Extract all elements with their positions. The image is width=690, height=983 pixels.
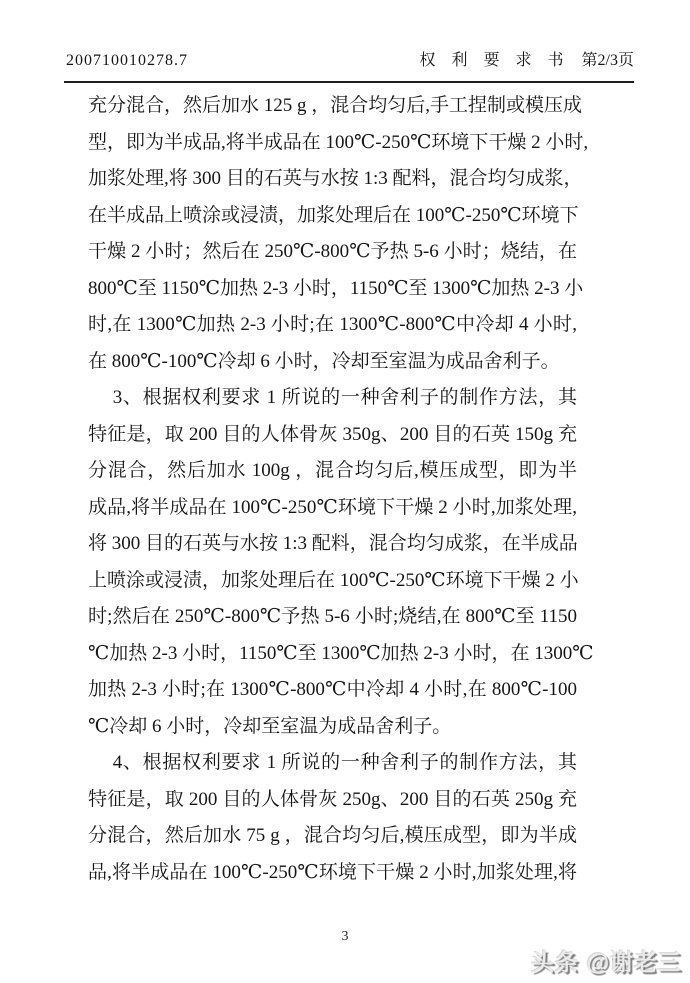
claims-text-line: 将 300 目的石英与水按 1:3 配料，混合均匀成浆，在半成品 [88,533,578,554]
page-indicator: 第2/3页 [581,52,634,69]
claims-text-line: ℃冷却 6 小时，冷却至室温为成品舍利子。 [88,715,452,737]
claims-text-line: 分混合，然后加水 75 g ，混合均匀后,模压成型，即为半成 [88,825,577,846]
claims-paragraph [88,745,577,891]
claims-paragraph [88,380,594,745]
claims-text-line: 3、根据权利要求 1 所说的一种舍利子的制作方法，其 [112,387,577,408]
claims-body [88,88,594,891]
claims-text-line: 上喷涂或浸渍，加浆处理后在 100℃-250℃环境下干燥 2 小 [88,569,579,591]
claims-text-line: 品,将半成品在 100℃-250℃环境下干燥 2 小时,加浆处理,将 [88,861,577,883]
claims-paragraph [88,88,589,380]
claims-text-line: 时,在 1300℃加热 2-3 小时;在 1300℃-800℃中冷却 4 小时, [88,314,577,335]
claims-text-line: 在 800℃-100℃冷却 6 小时，冷却至室温为成品舍利子。 [88,350,560,372]
claims-text-line: 加浆处理,将 300 目的石英与水按 1:3 配料，混合均匀成浆， [88,168,583,189]
claims-text-line: 成品,将半成品在 100℃-250℃环境下干燥 2 小时,加浆处理, [88,496,577,518]
header-right [420,52,634,70]
application-number: 200710010278.7 [66,52,188,69]
claims-text-line: 加热 2-3 小时;在 1300℃-800℃中冷却 4 小时,在 800℃-100 [88,679,577,700]
claims-text-line: 800℃至 1150℃加热 2-3 小时，1150℃至 1300℃加热 2-3 小 [88,277,584,299]
claims-text-line: 4、根据权利要求 1 所说的一种舍利子的制作方法，其 [112,752,577,773]
claims-text-line: 干燥 2 小时；然后在 250℃-800℃予热 5-6 小时；烧结，在 [88,241,577,262]
footer-page-number: 3 [341,929,349,944]
claims-text-line: 特征是，取 200 目的人体骨灰 250g、200 目的石英 250g 充 [88,788,577,810]
header-divider-rule [64,81,634,83]
claims-text-line: 充分混合，然后加水 125 g ，混合均匀后,手工捏制或模压成 [88,95,583,116]
claims-text-line: 分混合，然后加水 100g ，混合均匀后,模压成型，即为半 [88,460,577,481]
claims-text-line: 型，即为半成品,将半成品在 100℃-250℃环境下干燥 2 小时, [88,131,589,153]
toutiao-watermark: 头条 @谢老三 [531,949,682,975]
claims-text-line: ℃加热 2-3 小时，1150℃至 1300℃加热 2-3 小时，在 1300℃ [88,642,594,664]
claims-text-line: 特征是，取 200 目的人体骨灰 350g、200 目的石英 150g 充 [88,423,577,445]
page-header [66,52,634,70]
document-title: 权 利 要 求 书 [419,52,570,69]
claims-text-line: 在半成品上喷涂或浸渍，加浆处理后在 100℃-250℃环境下 [88,204,579,226]
claims-text-line: 时;然后在 250℃-800℃予热 5-6 小时;烧结,在 800℃至 1150 [88,606,577,627]
